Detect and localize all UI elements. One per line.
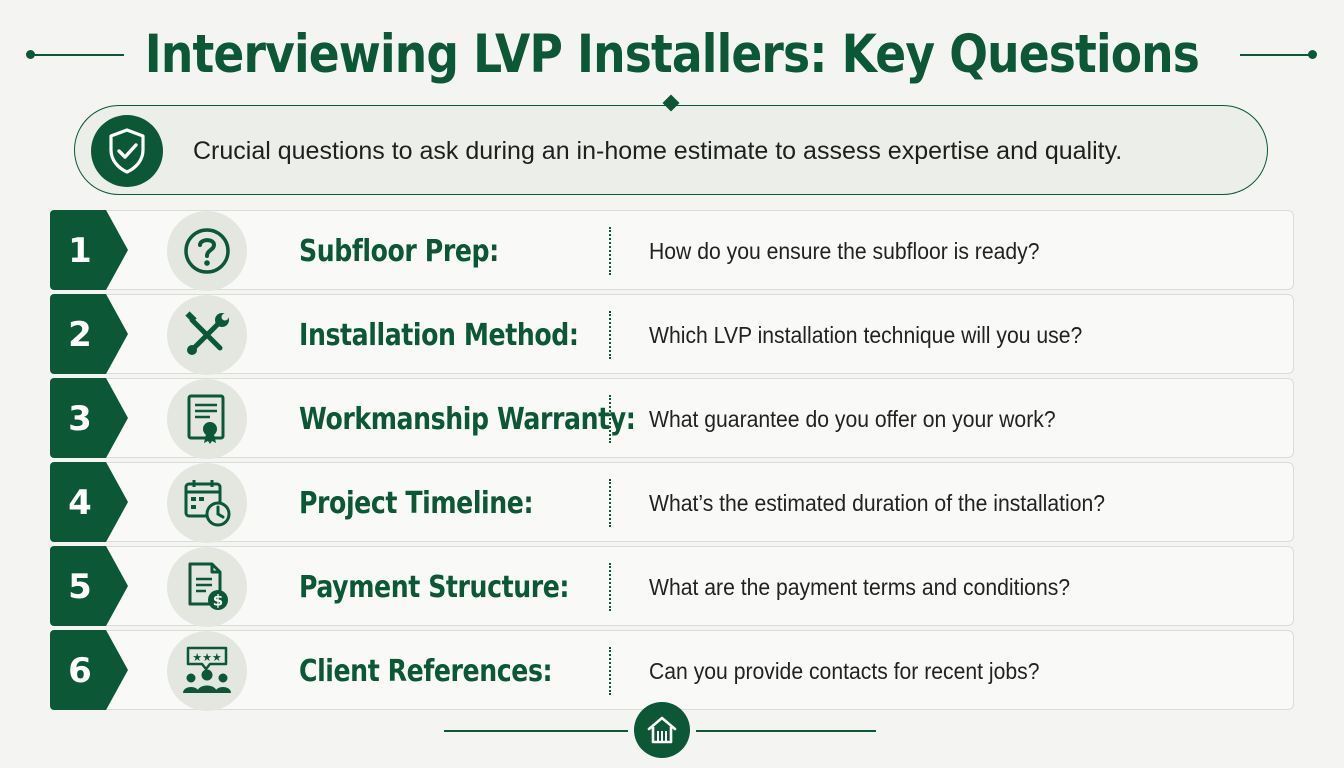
dotted-divider [609,311,611,359]
question-text: Which LVP installation technique will you use? [649,321,1083,348]
page-title: Interviewing LVP Installers: Key Questions [144,23,1200,85]
question-text: What’s the estimated duration of the installation? [649,489,1106,516]
dotted-divider [609,479,611,527]
footer-right-line [696,730,876,732]
question-mark-icon [167,211,247,291]
subtitle-banner [74,105,1268,195]
dotted-divider [609,563,611,611]
dotted-divider [609,227,611,275]
question-row-project-timeline [50,462,1294,542]
question-row-client-references [50,630,1294,710]
title-container [0,14,1344,94]
question-number: 3 [68,399,92,439]
question-row-subfloor-prep [50,210,1294,290]
question-label: Payment Structure: [299,569,570,605]
question-text: Can you provide contacts for recent jobs? [649,657,1040,684]
footer-left-line [444,730,628,732]
svg-text:$: $ [212,591,224,610]
question-number: 2 [68,315,92,355]
question-number: 1 [68,231,92,271]
question-text: What are the payment terms and conditions? [649,573,1071,600]
certificate-icon [167,379,247,459]
calendar-clock-icon [167,463,247,543]
question-number: 5 [68,567,92,607]
question-number: 4 [68,483,92,523]
svg-text:★★★: ★★★ [192,651,222,664]
question-label: Installation Method: [299,317,579,353]
question-row-payment-structure [50,546,1294,626]
question-text: How do you ensure the subfloor is ready? [649,237,1040,264]
question-row-installation-method [50,294,1294,374]
client-reviews-icon [167,631,247,711]
invoice-dollar-icon [167,547,247,627]
question-text: What guarantee do you offer on your work? [649,405,1056,432]
question-label: Client References: [299,653,553,689]
question-label: Project Timeline: [299,485,534,521]
question-row-workmanship-warranty [50,378,1294,458]
dotted-divider [609,647,611,695]
tools-icon [167,295,247,375]
question-number: 6 [68,651,92,691]
question-label: Subfloor Prep: [299,233,499,269]
question-label: Workmanship Warranty: [299,401,636,437]
subtitle-text: Crucial questions to ask during an in-home estimate to assess expertise and quality. [193,136,1123,165]
dotted-divider [609,395,611,443]
shield-check-icon [91,115,163,187]
house-icon [634,702,690,758]
